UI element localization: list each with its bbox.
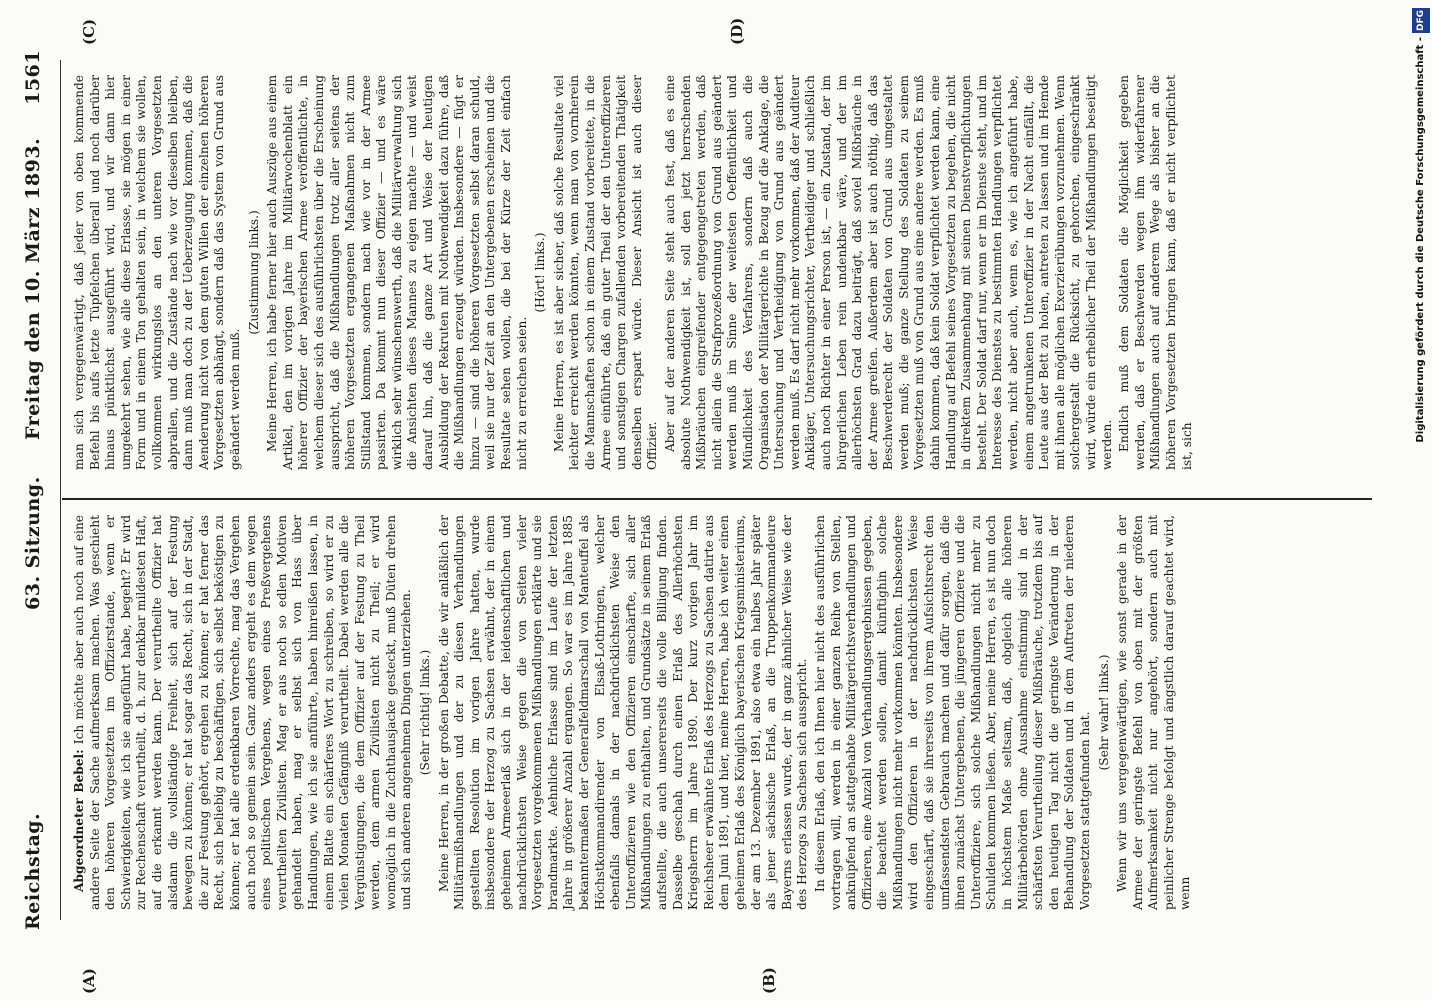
body-paragraph: Meine Herren, ich habe ferner hier auch Auszüge aus einem Artikel, den im vorigen Jahre im Militärwochenblatt ein höherer Offizier der bayerischen Armee veröffentlichte, in welchem dieser sich des ausführlichsten über die Erscheinung ausspricht, daß die Mißhandlungen trotz aller seitens der höheren Vorgesetzten ergangenen Maßnahmen nicht zum Stillstand kommen, sondern nach wie vor in der Armee passirten. Da kommt nun dieser Offizier — und es wäre wirklich sehr wünschenswerth, daß die Militärverwaltung sich die Ansichten dieses Mannes zu eigen machte — und weist darauf hin, daß die ganze Art und Weise der heutigen Ausbildung der Rekruten mit Nothwendigkeit dazu führe, daß die Mißhandlungen erzeugt würden. Insbesondere — fügt er hinzu — sind die höheren Vorgesetzten selbst daran schuld, weil sie nur der Zeit an den Untergebenen erscheinen und die Resultate sehen wollen, die bei der Kürze der Zeit einfach nicht zu erreichen seien.	[265, 75, 529, 470]
left-text-column	[72, 515, 1195, 910]
publication-title: Reichstag.	[22, 812, 44, 930]
body-paragraph: man sich vergegenwärtigt, daß jeder von oben kommende Befehl bis aufs letzte Tüpfelchen überall und noch darüber hinaus pünktlichst ausgeführt wird, und wir dann hier umgekehrt sehen, wie alle diese Erlasse, sie mögen in einer Form und in einem Ton gehalten sein, in welchem sie wollen, vollkommen wirkungslos an den unteren Vorgesetzten abprallen, und die Zustände nach wie vor dieselben bleiben, dann muß man doch zu der Ueberzeugung kommen, daß die Aenderung nicht von dem guten Willen der einzelnen höheren Vorgesetzten abhängt, sondern daß das System von Grund aus geändert werden muß.	[72, 75, 242, 470]
margin-mark-c: (C)	[80, 18, 98, 45]
right-text-column	[72, 75, 1197, 470]
body-paragraph: Wenn wir uns vergegenwärtigen, wie sonst gerade in der Armee der geringste Befehl von oben mit der größten Aufmerksamkeit nicht nur angehört, sondern auch mit peinlicher Strenge befolgt und ängstlich darauf geachtet wird, wenn	[1115, 515, 1192, 910]
digitization-credit	[1412, 8, 1430, 998]
body-paragraph: Meine Herren, in der großen Debatte, die wir anläßlich der Militärmißhandlungen und der zu diesen Verhandlungen gestellten Resolution im vorigen Jahre hatten, wurde insbesondere der Herzog zu Sachsen erwähnt, der in einem geheimen Armeeerlaß sich in der leidenschaftlichen und nachdrücklichsten Weise gegen die von Seiten vieler Vorgesetzten vorgekommenen Mißhandlungen erklärte und sie brandmarkte. Aehnliche Erlasse sind im Laufe der letzten Jahre in größerer Anzahl ergangen. So war es im Jahre 1885 bekanntermaßen der Generalfeldmarschall von Manteuffel als Höchstkommandirender von Elsaß-Lothringen, welcher ebenfalls damals in der nachdrücklichsten Weise den Unteroffizieren wie den Offizieren einschärfte, sich aller Mißhandlungen zu enthalten, und Grundsätze in seinem Erlaß aufstellte, die auch unsererseits die volle Billigung finden. Dasselbe geschah durch einen Erlaß des Allerhöchsten Kriegsherrn im Jahre 1890. Der kurz vorigen Jahr im Reichsheer erwähnte Erlaß des Herzogs zu Sachsen datirte aus dem Juni 1891, und hier, meine Herren, habe ich weiter einen geheimen Erlaß des Königlich bayerischen Kriegsministeriums, der am 13. Dezember 1891, also etwa ein halbes Jahr später als jener sächsische Erlaß, an die Truppenkommandeure Bayerns erlassen wurde, der in ganz ähnlicher Weise wie der des Herzogs zu Sachsen sich ausspricht.	[436, 515, 810, 910]
session-number: 63. Sitzung.	[22, 476, 44, 610]
interjection: (Sehr richtig! links.)	[418, 649, 433, 776]
body-paragraph: Endlich muß dem Soldaten die Möglichkeit gegeben werden, daß er Beschwerden wegen ihm widerfahrener Mißhandlungen auch auf anderem Wege als bisher an die höheren Vorgesetzten bringen kann, daß er nicht verpflichtet ist, sich	[1117, 75, 1194, 470]
column-divider	[62, 498, 1372, 500]
interjection: (Zustimmung links.)	[246, 210, 261, 335]
margin-mark-a: (A)	[80, 968, 98, 994]
margin-mark-d: (D)	[728, 17, 746, 45]
dfg-logo-icon: DFG	[1412, 8, 1430, 33]
interjection: (Sehr wahr! links.)	[1096, 654, 1111, 771]
running-head	[22, 40, 52, 960]
speaker-name: Abgeordneter Bebel:	[72, 749, 86, 892]
digitization-credit-strip	[1412, 8, 1430, 998]
body-paragraph: Aber auf der anderen Seite steht auch fest, daß es eine absolute Nothwendigkeit ist, soll den jetzt herrschenden Mißbräuchen eingreifender entgegengetreten werden, daß nicht allein die Strafprozeßordnung von Grund aus geändert werden muß im Sinne der weitesten Oeffentlichkeit und Mündlichkeit des Verfahrens, sondern daß auch die Organisation der Militärgerichte in Bezug auf die Anklage, die Untersuchung und Vertheidigung von Grund aus geändert werden muß. Es darf nicht mehr vorkommen, daß der Auditeur Ankläger, Untersuchungsrichter, Vertheidiger und schließlich auch noch Richter in einer Person ist, — ein Zustand, der im bürgerlichen Leben rein undenkbar wäre, und der im allerhöchsten Grad dazu beiträgt, daß soviel Mißbräuche in der Armee greifen. Außerdem aber ist auch nöthig, daß das Beschwerderecht der Soldaten von Grund aus umgestaltet werden muß; die ganze Stellung des Soldaten zu seinem Vorgesetzten muß von Grund aus eine andere werden. Es muß dahin kommen, daß kein Soldat verpflichtet werden kann, eine Handlung auf Befehl seines Vorgesetzten zu begehen, die nicht in direktem Zusammenhang mit seinen Dienstverpflichtungen besteht. Der Soldat darf nur, wenn er im Dienste steht, und im Interesse des Dienstes zu bestimmten Handlungen verpflichtet werden, nicht aber auch, wenn es, wie ich angeführt habe, einem angetrunkenen Unteroffizier in der Nacht einfällt, die Leute aus der Bett zu holen, antreten zu lassen und im Hemde mit ihnen alle möglichen Exerzierübungen vorzunehmen. Wenn solchergestalt die Rücksicht, zu gehorchen, eingeschränkt wird, würde ein erheblicher Theil der Mißhandlungen beseitigt werden.	[662, 75, 1114, 470]
margin-mark-b: (B)	[760, 967, 778, 994]
page-number: 1561	[22, 50, 44, 105]
credit-text: Digitalisierung gefördert durch die Deutsche Forschungsgemeinschaft -	[1415, 37, 1426, 443]
speech-paragraph	[72, 515, 415, 910]
header-rule	[60, 60, 61, 920]
session-date: Freitag den 10. März 1893.	[22, 137, 44, 440]
interjection: (Hört! links.)	[533, 232, 548, 313]
body-paragraph: In diesem Erlaß, den ich Ihnen hier nicht des ausführlichen vortragen will, werden in einer ganzen Reihe von Stellen, anknüpfend an stattgehabte Militärgerichtsverhandlungen und Offizieren, eine Anzahl von Verhandlungsergebnissen gegeben, die beachtet werden sollen, damit künftighin solche Mißhandlungen nicht mehr vorkommen könnten. Insbesondere wird den Offizieren in der nachdrücklichsten Weise eingeschärft, daß sie ihrerseits von ihrem Aufsichtsrecht den umfassendsten Gebrauch machen und dafür sorgen, daß die ihnen zunächst Untergebenen, die jüngeren Offiziere und die Unteroffiziere, sich solche Mißhandlungen nicht mehr zu Schulden kommen ließen. Aber, meine Herren, es ist nun doch in höchstem Maße seltsam, daß, obgleich alle höheren Militärbehörden ohne Ausnahme einstimmig sind in der schärfsten Verurtheilung dieser Mißbräuche, trotzdem bis auf den heutigen Tag nicht die geringste Veränderung in der Behandlung der Soldaten und in dem Auftreten der niederen Vorgesetzten stattgefunden hat.	[812, 515, 1092, 910]
speech-text: Ich möchte aber auch noch auf eine andere Seite der Sache aufmerksam machen. Was geschieht den höheren Vorgesetzten im Offizierstande, wenn er Schwierigkeiten, wie ich sie angeführt habe, begeht? Er wird zur Rechenschaft verurtheilt, d. h. zur denkbar mildesten Haft, auf die erkannt werden kann. Der verurtheilte Offizier hat alsdann die vollständige Freiheit, sich auf der Festung bewegen zu können; er hat sogar das Recht, sich in der Stadt, die zur Festung gehört, ergehen zu können; er hat ferner das Recht, sich beliebig zu beschäftigen, sich selbst beköstigen zu können; er hat alle erdenkbaren Vorrechte, mag das Vergehen auch noch so gemein sein. Ganz anders ergeht es dem wegen eines politischen Vergehens, wegen eines Preßvergehens verurtheilten Zivilisten. Mag er aus noch so edlen Motiven gehandelt haben, mag er selbst sich von Hass über Handlungen, wie ich sie anführte, haben hinreißen lassen, in einem Blatte ein schärferes Wort zu schreiben, so wird er zu vielen Monaten Gefängniß verurtheilt. Dabei werden alle die Vergünstigungen, die dem Offizier auf der Festung zu Theil werden, dem armen Zivilisten nicht zu Theil; er wird womöglich in die Zuchthausjacke gesteckt, muß Düten drehen und sich anderen angenehmen Dingen unterziehen.	[72, 514, 414, 910]
body-paragraph: Meine Herren, es ist aber sicher, daß solche Resultate viel leichter erreicht werden könnten, wenn man von vornherein die Mannschaften schon in einem Zustand vorbereitete, in die Armee einführte, daß ein guter Theil der den Unteroffizieren und sonstigen Chargen zufallenden vorbereitenden Thätigkeit denselben erspart würde. Dieser Ansicht ist auch dieser Offizier.	[551, 75, 660, 470]
